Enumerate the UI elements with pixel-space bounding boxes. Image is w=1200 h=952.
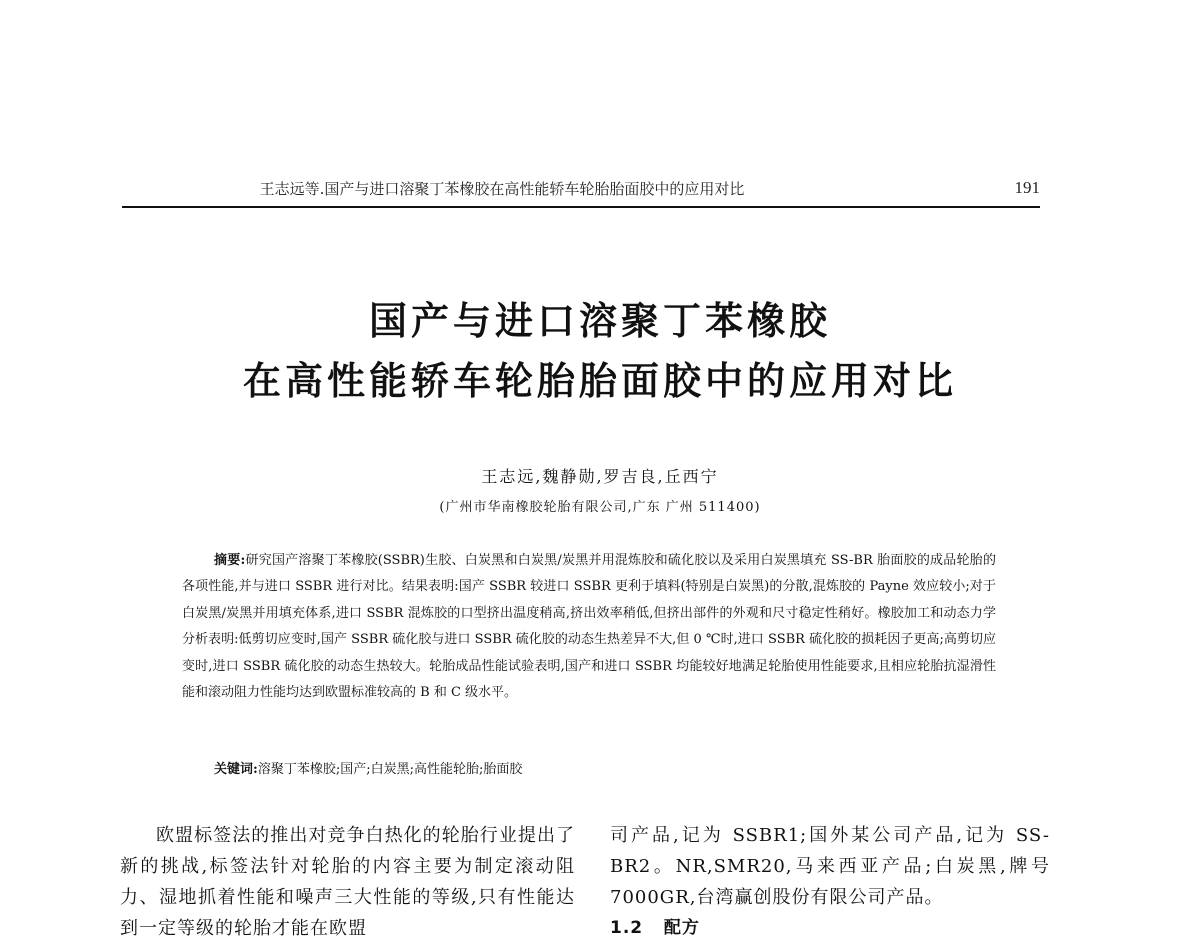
article-title-line-1: 国产与进口溶聚丁苯橡胶 xyxy=(368,299,831,343)
header-rule xyxy=(122,206,1040,208)
section-heading xyxy=(610,913,1050,944)
abstract-text: 研究国产溶聚丁苯橡胶(SSBR)生胶、白炭黑和白炭黑/炭黑并用混炼胶和硫化胶以及采用白炭黑填充 SS-BR 胎面胶的成品轮胎的各项性能,并与进口 SSBR 进行对比。结果表明:国产 SSBR 较进口 SSBR 更利于填料(特别是白炭黑)的分散,混炼胶的 Payne 效应较小;对于白炭黑/炭黑并用填充体系,进口 SSBR 混炼胶的口型挤出温度稍高,挤出效率稍低,但挤出部件的外观和尺寸稳定性稍好。橡胶加工和动态力学分析表明:低剪切应变时,国产 SSBR 硫化胶与进口 SSBR 硫化胶的动态生热差异不大,但 0 ℃时,进口 SSBR 硫化胶的损耗因子更高;高剪切应变时,进口 SSBR 硫化胶的动态生热较大。轮胎成品性能试验表明,国产和进口 SSBR 均能较好地满足轮胎使用性能要求,且相应轮胎抗湿滑性能和滚动阻力性能均达到欧盟标准较高的 B 和 C 级水平。 xyxy=(182,553,996,701)
section-title: 配方 xyxy=(663,918,700,938)
abstract xyxy=(182,548,996,706)
body-paragraph: 司产品,记为 SSBR1;国外某公司产品,记为 SS-BR2。NR,SMR20,马来西亚产品;白炭黑,牌号 7000GR,台湾赢创股份有限公司产品。 xyxy=(610,825,1050,908)
running-head-title: 王志远等.国产与进口溶聚丁苯橡胶在高性能轿车轮胎胎面胶中的应用对比 xyxy=(259,180,745,198)
body-left-column xyxy=(120,820,575,944)
page-number: 191 xyxy=(1014,178,1040,197)
section-number: 1.2 xyxy=(610,918,644,938)
article-title-line-2: 在高性能轿车轮胎胎面胶中的应用对比 xyxy=(242,359,957,403)
affiliation: (广州市华南橡胶轮胎有限公司,广东 广州 511400) xyxy=(439,500,761,515)
body-paragraph: 欧盟标签法的推出对竞争白热化的轮胎行业提出了新的挑战,标签法针对轮胎的内容主要为制定滚动阻力、湿地抓着性能和噪声三大性能的等级,只有性能达到一定等级的轮胎才能在欧盟 xyxy=(120,825,575,939)
authors: 王志远,魏静勋,罗吉良,丘西宁 xyxy=(481,467,719,486)
body-right-column xyxy=(610,820,1050,944)
abstract-label: 摘要: xyxy=(214,553,246,568)
keywords-label: 关键词: xyxy=(214,762,258,777)
keywords-text: 溶聚丁苯橡胶;国产;白炭黑;高性能轮胎;胎面胶 xyxy=(257,762,523,777)
running-head xyxy=(122,178,1040,202)
keywords xyxy=(214,758,994,777)
